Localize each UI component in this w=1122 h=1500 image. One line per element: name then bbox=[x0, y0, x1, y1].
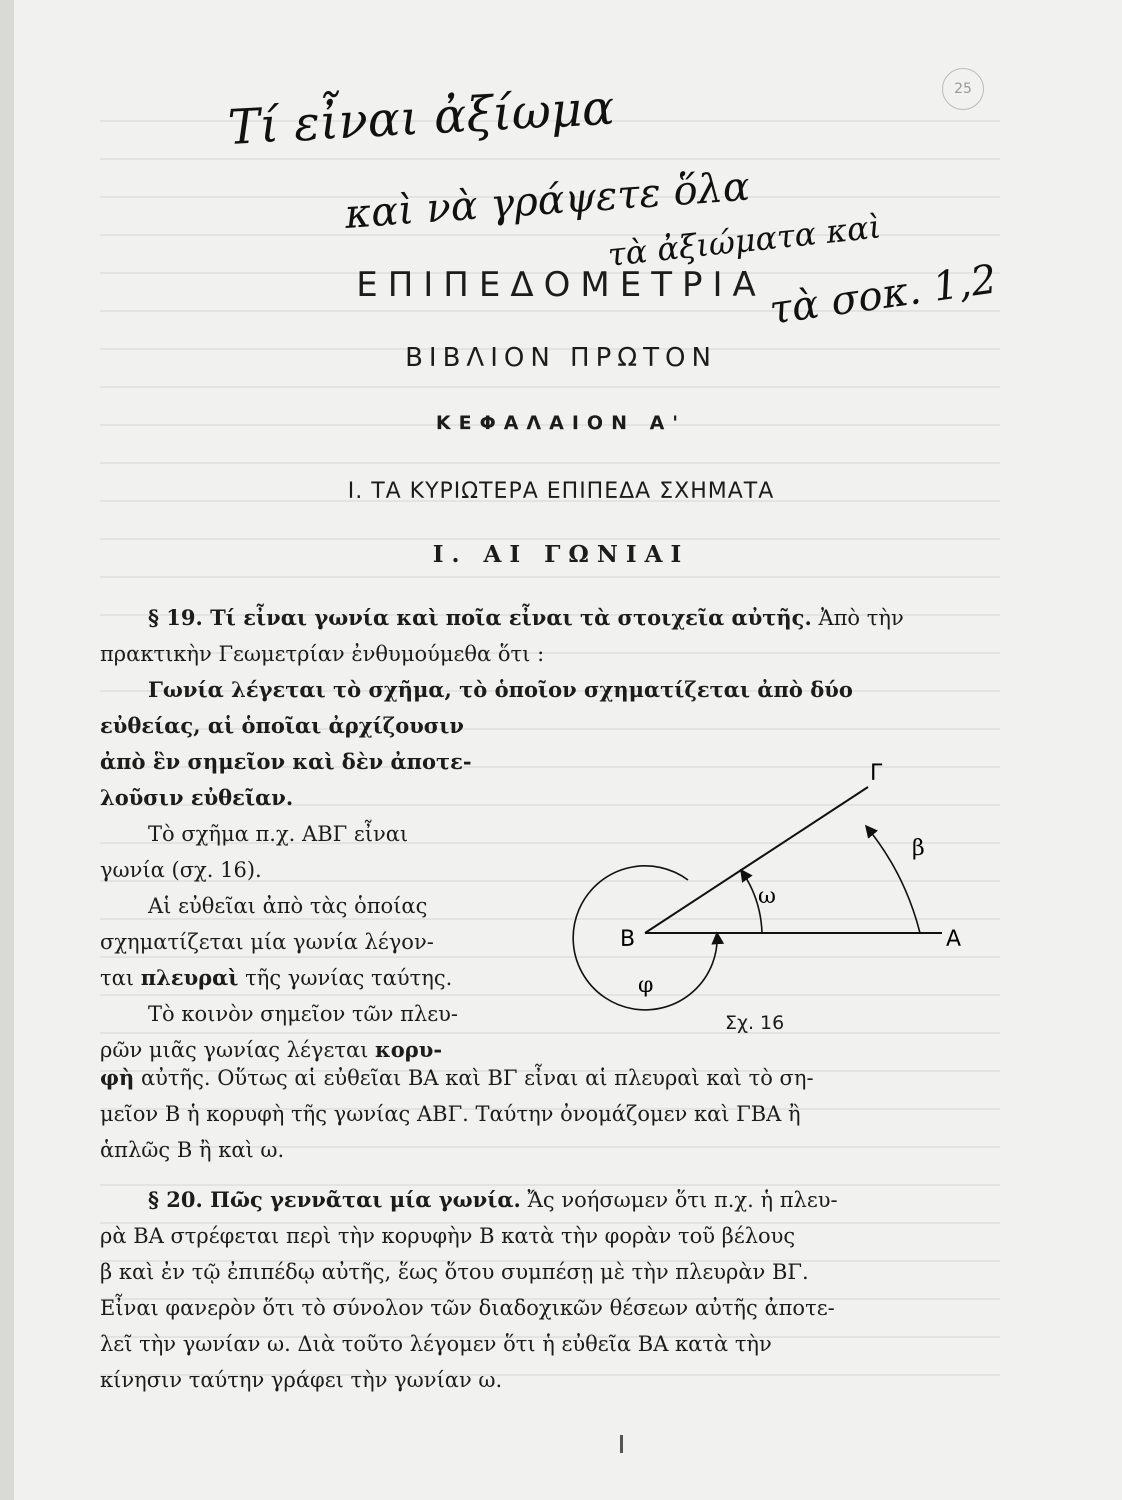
handwriting-line-3: τὰ ἀξιώματα καὶ bbox=[606, 207, 883, 274]
term-vertex-part2: φὴ bbox=[100, 1065, 135, 1090]
sides-line-3c: τῆς γωνίας ταύτης. bbox=[238, 966, 453, 990]
figure-caption: Σχ. 16 bbox=[725, 1012, 785, 1034]
section-20 bbox=[100, 1182, 1000, 1398]
section-20-line-2: ρὰ ΒΑ στρέφεται περὶ τὴν κορυφὴν Β κατὰ τὴν φορὰν τοῦ βέλους bbox=[100, 1224, 796, 1248]
vertex-line-1: Τὸ κοινὸν σημεῖον τῶν πλευ- bbox=[148, 1002, 458, 1026]
book-title: ΕΠΙΠΕΔΟΜΕΤΡΙΑ bbox=[356, 265, 766, 305]
sides-line-2: σχηματίζεται μία γωνία λέγον- bbox=[100, 930, 434, 954]
chapter-heading: ΚΕΦΑΛΑΙΟΝ Α' bbox=[435, 412, 687, 434]
vertex-line-5: ἁπλῶς Β ἢ καὶ ω. bbox=[100, 1138, 285, 1162]
section-20-line-5: λεῖ τὴν γωνίαν ω. Διὰ τοῦτο λέγομεν ὅτι ἡ εὐθεῖα ΒΑ κατὰ τὴν bbox=[100, 1332, 772, 1356]
section-19-heading: § 19. Τί εἶναι γωνία καὶ ποῖα εἶναι τὰ στοιχεῖα αὐτῆς. bbox=[148, 605, 812, 630]
section-19-intro bbox=[100, 600, 1000, 708]
definition-line-1: Γωνία λέγεται τὸ σχῆμα, τὸ ὁποῖον σχηματίζεται ἀπὸ δύο bbox=[148, 677, 853, 702]
handwriting-line-2: καὶ νὰ γράψετε ὅλα bbox=[343, 163, 752, 238]
label-A: Α bbox=[946, 927, 962, 952]
book-subtitle: ΒΙΒΛΙΟΝ ΠΡΩΤΟΝ bbox=[405, 343, 717, 373]
section-20-line-3: β καὶ ἐν τῷ ἐπιπέδῳ αὐτῆς, ἕως ὅτου συμπέσῃ μὲ τὴν πλευρὰν ΒΓ. bbox=[100, 1260, 809, 1284]
label-G: Γ bbox=[870, 761, 883, 786]
vertex-line-4: μεῖον Β ἡ κορυφὴ τῆς γωνίας ΑΒΓ. Ταύτην ὀνομάζομεν καὶ ΓΒΑ ἢ bbox=[100, 1102, 801, 1126]
example-line-1: Τὸ σχῆμα π.χ. ΑΒΓ εἶναι bbox=[148, 822, 409, 846]
term-sides: πλευραὶ bbox=[140, 965, 239, 990]
section-20-heading: § 20. Πῶς γεννᾶται μία γωνία. bbox=[148, 1187, 521, 1212]
print-mark bbox=[620, 1435, 623, 1453]
example-line-2: γωνία (σχ. 16). bbox=[100, 858, 262, 882]
section-heading: Ι. ΑΙ ΓΩΝΙΑΙ bbox=[432, 541, 690, 568]
label-B: Β bbox=[620, 927, 636, 952]
side-BG bbox=[645, 787, 868, 933]
narrow-column bbox=[100, 708, 546, 1068]
label-beta: β bbox=[912, 836, 925, 861]
part-heading: Ι. ΤΑ ΚΥΡΙΩΤΕΡΑ ΕΠΙΠΕΔΑ ΣΧΗΜΑΤΑ bbox=[347, 479, 775, 504]
angle-figure bbox=[570, 761, 1000, 1050]
label-phi: φ bbox=[638, 973, 654, 998]
vertex-line-3: αὐτῆς. Οὕτως αἱ εὐθεῖαι ΒΑ καὶ ΒΓ εἶναι αἱ πλευραὶ καὶ τὸ ση- bbox=[134, 1066, 814, 1090]
sides-line-1: Αἱ εὐθεῖαι ἀπὸ τὰς ὁποίας bbox=[148, 894, 428, 918]
section-20-line-1: Ἄς νοήσωμεν ὅτι π.χ. ἡ πλευ- bbox=[520, 1188, 838, 1212]
section-20-line-6: κίνησιν ταύτην γράφει τὴν γωνίαν ω. bbox=[100, 1368, 503, 1392]
definition-line-2: εὐθείας, αἱ ὁποῖαι ἀρχίζουσιν bbox=[100, 713, 464, 738]
definition-line-4: λοῦσιν εὐθεῖαν. bbox=[100, 785, 294, 810]
section-20-line-4: Εἶναι φανερὸν ὅτι τὸ σύνολον τῶν διαδοχικῶν θέσεων αὐτῆς ἀποτε- bbox=[100, 1296, 835, 1320]
section-19-continuation bbox=[100, 1060, 1000, 1168]
label-omega: ω bbox=[758, 884, 776, 909]
handwriting-line-4: τὰ σοκ. 1,2 bbox=[766, 256, 1000, 334]
sides-line-3a: ται bbox=[100, 966, 141, 990]
definition-line-3: ἀπὸ ἓν σημεῖον καὶ δὲν ἀποτε- bbox=[100, 749, 472, 774]
vertex-line-2a: ρῶν μιᾶς γωνίας λέγεται bbox=[100, 1038, 376, 1062]
page-number-stamp: 25 bbox=[942, 68, 984, 110]
binding-gutter bbox=[0, 0, 14, 1500]
term-vertex-part1: κορυ- bbox=[375, 1037, 443, 1062]
handwriting-line-1: Τί εἶναι ἀξίωμα bbox=[226, 79, 616, 156]
section-19-intro-text: Ἀπὸ τὴν πρακτικὴν Γεωμετρίαν ἐνθυμούμεθα ὅτι : bbox=[100, 606, 904, 666]
